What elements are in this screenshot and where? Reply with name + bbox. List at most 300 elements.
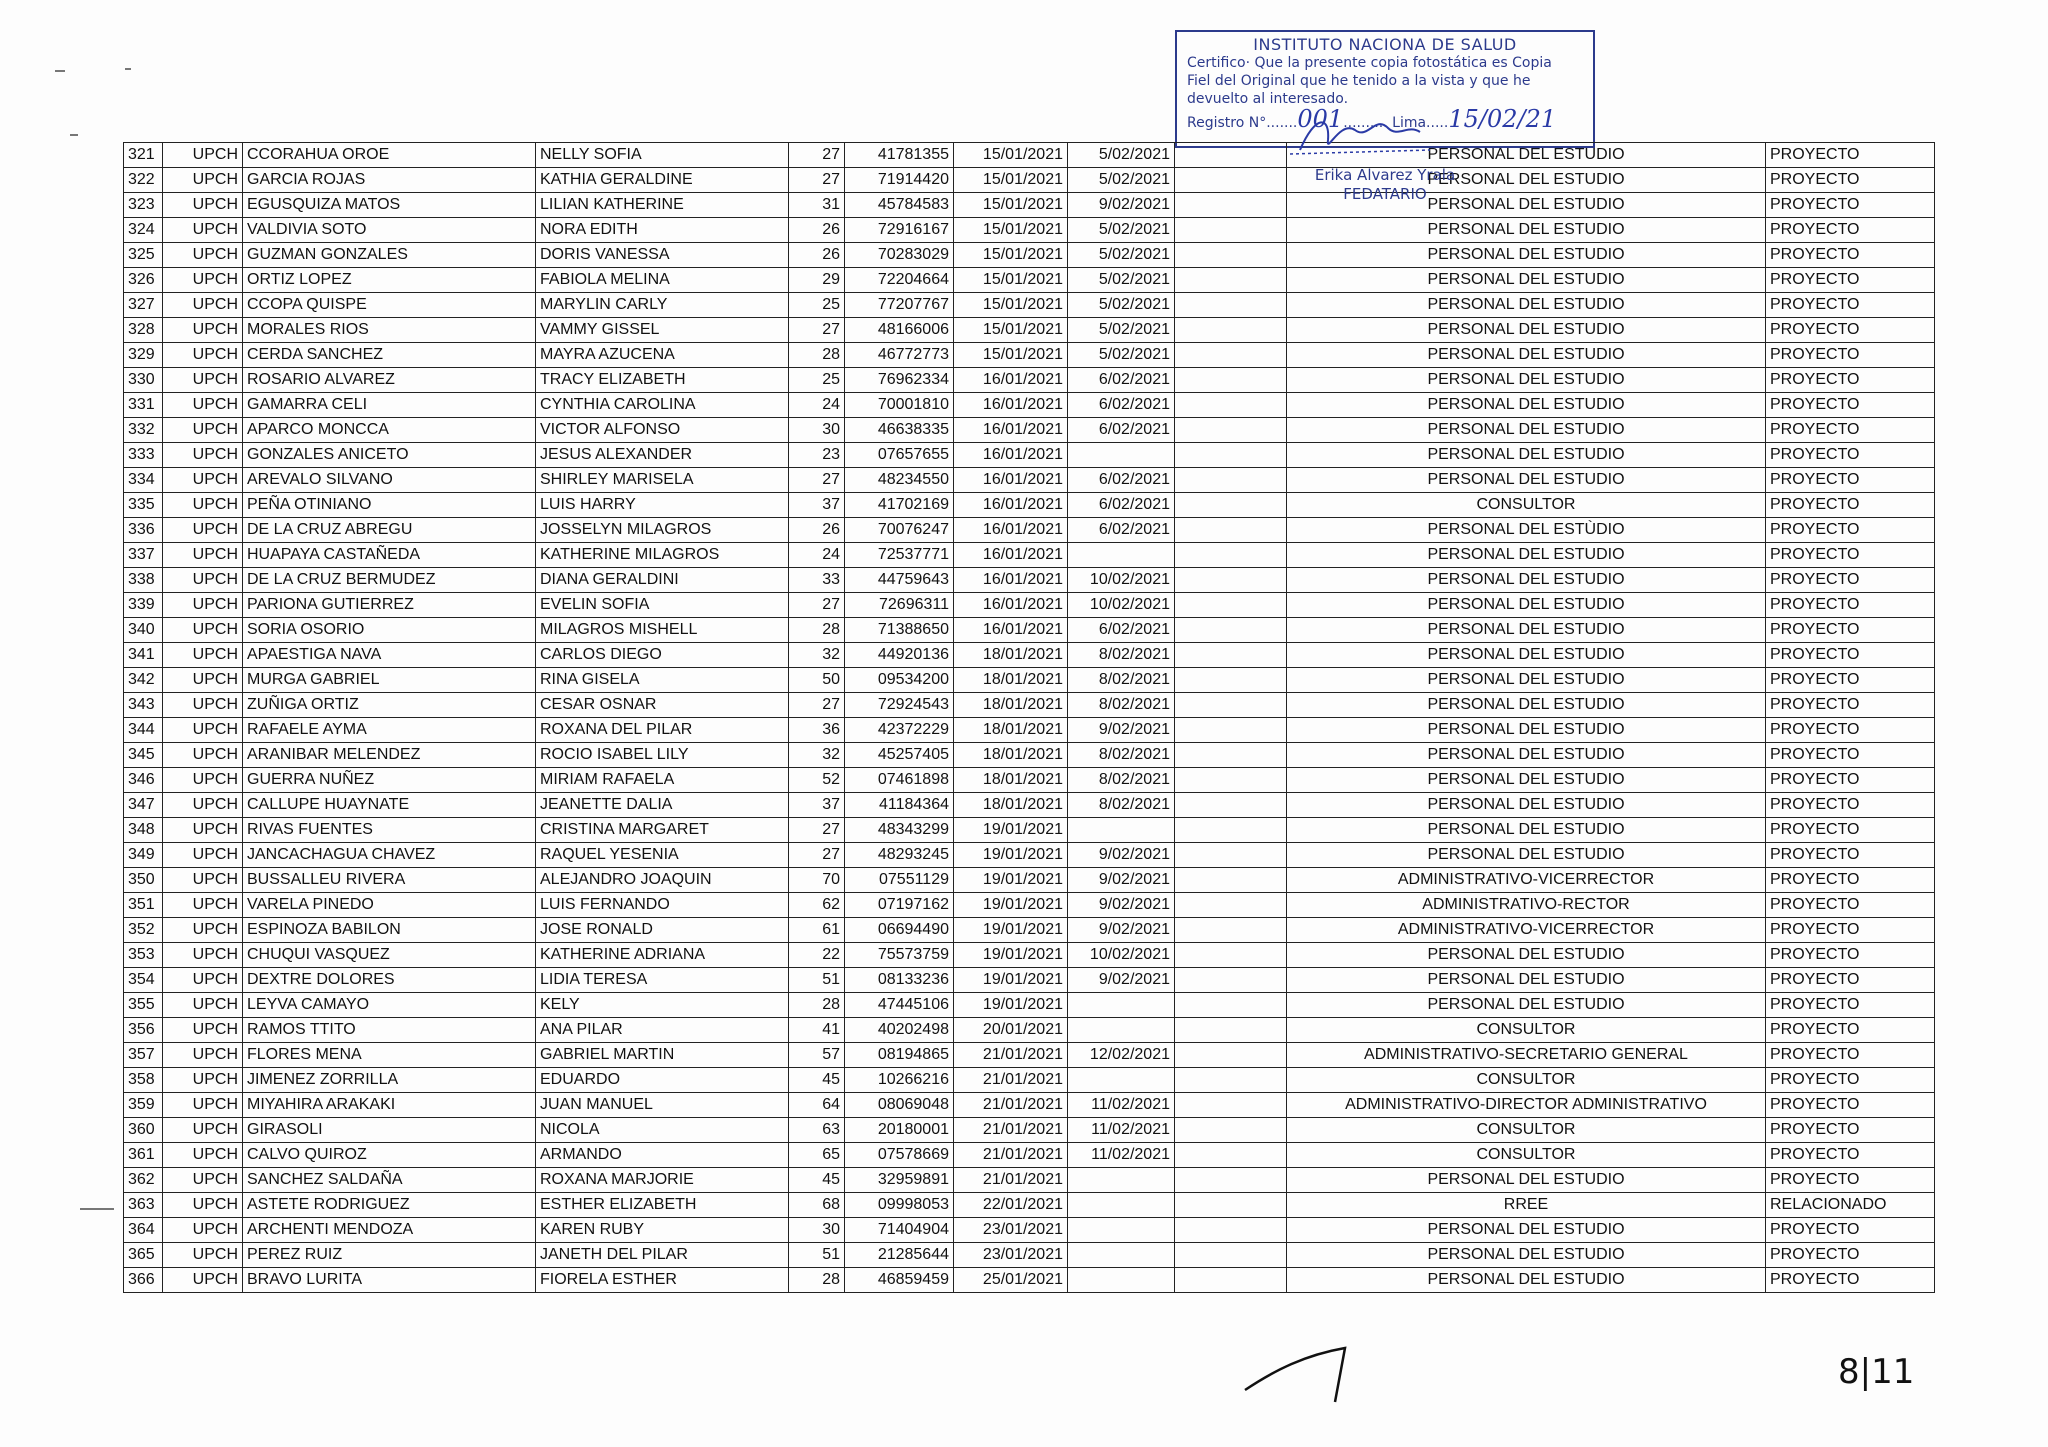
row-number-cell: 355 — [124, 993, 163, 1018]
fedatario-signature — [1280, 110, 1440, 170]
empty-cell-cell — [1175, 893, 1287, 918]
institution-cell: UPCH — [163, 743, 243, 768]
age-cell: 32 — [789, 743, 845, 768]
age-cell: 28 — [789, 993, 845, 1018]
page-number: 8|11 — [1838, 1352, 1915, 1392]
row-number-cell: 351 — [124, 893, 163, 918]
empty-cell-cell — [1175, 518, 1287, 543]
role-cell: PERSONAL DEL ESTUDIO — [1287, 993, 1766, 1018]
second-date-cell: 5/02/2021 — [1068, 168, 1175, 193]
type-cell: PROYECTO — [1766, 343, 1935, 368]
type-cell: PROYECTO — [1766, 518, 1935, 543]
given-names-cell: FABIOLA MELINA — [536, 268, 789, 293]
first-date-cell: 15/01/2021 — [954, 143, 1068, 168]
institution-cell: UPCH — [163, 468, 243, 493]
document-number-cell: 41781355 — [845, 143, 954, 168]
empty-cell-cell — [1175, 1143, 1287, 1168]
type-cell: PROYECTO — [1766, 1168, 1935, 1193]
empty-cell-cell — [1175, 243, 1287, 268]
table-row — [124, 1268, 1935, 1293]
table-row — [124, 668, 1935, 693]
empty-cell-cell — [1175, 843, 1287, 868]
age-cell: 64 — [789, 1093, 845, 1118]
document-number-cell: 07461898 — [845, 768, 954, 793]
document-number-cell: 44920136 — [845, 643, 954, 668]
table-row — [124, 993, 1935, 1018]
table-row — [124, 618, 1935, 643]
age-cell: 30 — [789, 418, 845, 443]
role-cell: PERSONAL DEL ESTUDIO — [1287, 418, 1766, 443]
first-date-cell: 15/01/2021 — [954, 168, 1068, 193]
role-cell: CONSULTOR — [1287, 1068, 1766, 1093]
type-cell: PROYECTO — [1766, 668, 1935, 693]
surnames-cell: GONZALES ANICETO — [243, 443, 536, 468]
empty-cell-cell — [1175, 818, 1287, 843]
type-cell: PROYECTO — [1766, 1243, 1935, 1268]
table-row — [124, 1218, 1935, 1243]
second-date-cell: 9/02/2021 — [1068, 868, 1175, 893]
first-date-cell: 23/01/2021 — [954, 1218, 1068, 1243]
document-number-cell: 32959891 — [845, 1168, 954, 1193]
second-date-cell: 9/02/2021 — [1068, 193, 1175, 218]
row-number-cell: 345 — [124, 743, 163, 768]
given-names-cell: KELY — [536, 993, 789, 1018]
role-cell: PERSONAL DEL ESTUDIO — [1287, 468, 1766, 493]
type-cell: PROYECTO — [1766, 693, 1935, 718]
document-number-cell: 09534200 — [845, 668, 954, 693]
role-cell: PERSONAL DEL ESTUDIO — [1287, 843, 1766, 868]
table-row — [124, 468, 1935, 493]
type-cell: PROYECTO — [1766, 1043, 1935, 1068]
surnames-cell: RAFAELE AYMA — [243, 718, 536, 743]
type-cell: PROYECTO — [1766, 193, 1935, 218]
table-row — [124, 793, 1935, 818]
empty-cell-cell — [1175, 443, 1287, 468]
first-date-cell: 25/01/2021 — [954, 1268, 1068, 1293]
document-number-cell: 71404904 — [845, 1218, 954, 1243]
given-names-cell: CARLOS DIEGO — [536, 643, 789, 668]
given-names-cell: KATHIA GERALDINE — [536, 168, 789, 193]
document-number-cell: 41184364 — [845, 793, 954, 818]
row-number-cell: 348 — [124, 818, 163, 843]
stamp-registro-value: 001 — [1297, 105, 1344, 133]
first-date-cell: 19/01/2021 — [954, 843, 1068, 868]
second-date-cell — [1068, 818, 1175, 843]
institution-cell: UPCH — [163, 1093, 243, 1118]
institution-cell: UPCH — [163, 1068, 243, 1093]
first-date-cell: 18/01/2021 — [954, 768, 1068, 793]
age-cell: 26 — [789, 518, 845, 543]
document-number-cell: 46772773 — [845, 343, 954, 368]
first-date-cell: 22/01/2021 — [954, 1193, 1068, 1218]
document-number-cell: 41702169 — [845, 493, 954, 518]
empty-cell-cell — [1175, 568, 1287, 593]
given-names-cell: KATHERINE ADRIANA — [536, 943, 789, 968]
type-cell: PROYECTO — [1766, 1218, 1935, 1243]
stamp-lima-value: 15/02/21 — [1448, 105, 1557, 133]
role-cell: PERSONAL DEL ESTUDIO — [1287, 268, 1766, 293]
type-cell: PROYECTO — [1766, 718, 1935, 743]
type-cell: PROYECTO — [1766, 243, 1935, 268]
institution-cell: UPCH — [163, 493, 243, 518]
row-number-cell: 334 — [124, 468, 163, 493]
role-cell: PERSONAL DEL ESTUDIO — [1287, 618, 1766, 643]
second-date-cell — [1068, 1168, 1175, 1193]
empty-cell-cell — [1175, 468, 1287, 493]
first-date-cell: 20/01/2021 — [954, 1018, 1068, 1043]
empty-cell-cell — [1175, 718, 1287, 743]
institution-cell: UPCH — [163, 718, 243, 743]
row-number-cell: 339 — [124, 593, 163, 618]
empty-cell-cell — [1175, 343, 1287, 368]
surnames-cell: JANCACHAGUA CHAVEZ — [243, 843, 536, 868]
given-names-cell: SHIRLEY MARISELA — [536, 468, 789, 493]
second-date-cell: 10/02/2021 — [1068, 943, 1175, 968]
document-number-cell: 45257405 — [845, 743, 954, 768]
role-cell: PERSONAL DEL ESTUDIO — [1287, 1218, 1766, 1243]
age-cell: 27 — [789, 168, 845, 193]
empty-cell-cell — [1175, 293, 1287, 318]
type-cell: PROYECTO — [1766, 318, 1935, 343]
given-names-cell: MILAGROS MISHELL — [536, 618, 789, 643]
row-number-cell: 360 — [124, 1118, 163, 1143]
age-cell: 22 — [789, 943, 845, 968]
second-date-cell: 8/02/2021 — [1068, 768, 1175, 793]
surnames-cell: CCOPA QUISPE — [243, 293, 536, 318]
empty-cell-cell — [1175, 1243, 1287, 1268]
surnames-cell: DEXTRE DOLORES — [243, 968, 536, 993]
empty-cell-cell — [1175, 418, 1287, 443]
stamp-registro-label: Registro N° — [1187, 115, 1267, 131]
surnames-cell: BRAVO LURITA — [243, 1268, 536, 1293]
row-number-cell: 341 — [124, 643, 163, 668]
institution-cell: UPCH — [163, 218, 243, 243]
role-cell: PERSONAL DEL ESTUDIO — [1287, 718, 1766, 743]
type-cell: PROYECTO — [1766, 893, 1935, 918]
first-date-cell: 16/01/2021 — [954, 593, 1068, 618]
surnames-cell: LEYVA CAMAYO — [243, 993, 536, 1018]
table-row — [124, 1143, 1935, 1168]
age-cell: 28 — [789, 343, 845, 368]
surnames-cell: ORTIZ LOPEZ — [243, 268, 536, 293]
role-cell: ADMINISTRATIVO-SECRETARIO GENERAL — [1287, 1043, 1766, 1068]
document-number-cell: 70283029 — [845, 243, 954, 268]
surnames-cell: MORALES RIOS — [243, 318, 536, 343]
first-date-cell: 16/01/2021 — [954, 618, 1068, 643]
document-number-cell: 20180001 — [845, 1118, 954, 1143]
role-cell: PERSONAL DEL ESTUDIO — [1287, 143, 1766, 168]
role-cell: PERSONAL DEL ESTUDIO — [1287, 768, 1766, 793]
empty-cell-cell — [1175, 693, 1287, 718]
institution-cell: UPCH — [163, 1193, 243, 1218]
age-cell: 37 — [789, 793, 845, 818]
role-cell: CONSULTOR — [1287, 1118, 1766, 1143]
empty-cell-cell — [1175, 968, 1287, 993]
empty-cell-cell — [1175, 768, 1287, 793]
second-date-cell: 5/02/2021 — [1068, 243, 1175, 268]
scan-speck — [70, 134, 78, 136]
row-number-cell: 327 — [124, 293, 163, 318]
surnames-cell: DE LA CRUZ ABREGU — [243, 518, 536, 543]
second-date-cell: 9/02/2021 — [1068, 718, 1175, 743]
empty-cell-cell — [1175, 868, 1287, 893]
document-number-cell: 71914420 — [845, 168, 954, 193]
second-date-cell: 9/02/2021 — [1068, 968, 1175, 993]
surnames-cell: VARELA PINEDO — [243, 893, 536, 918]
empty-cell-cell — [1175, 1093, 1287, 1118]
empty-cell-cell — [1175, 993, 1287, 1018]
second-date-cell: 5/02/2021 — [1068, 143, 1175, 168]
row-number-cell: 322 — [124, 168, 163, 193]
first-date-cell: 15/01/2021 — [954, 243, 1068, 268]
table-row — [124, 1168, 1935, 1193]
first-date-cell: 23/01/2021 — [954, 1243, 1068, 1268]
institution-cell: UPCH — [163, 143, 243, 168]
table-row — [124, 1043, 1935, 1068]
row-number-cell: 329 — [124, 343, 163, 368]
given-names-cell: LILIAN KATHERINE — [536, 193, 789, 218]
role-cell: PERSONAL DEL ESTUDIO — [1287, 318, 1766, 343]
type-cell: PROYECTO — [1766, 968, 1935, 993]
row-number-cell: 333 — [124, 443, 163, 468]
first-date-cell: 15/01/2021 — [954, 343, 1068, 368]
age-cell: 26 — [789, 218, 845, 243]
age-cell: 51 — [789, 1243, 845, 1268]
given-names-cell: ARMANDO — [536, 1143, 789, 1168]
first-date-cell: 16/01/2021 — [954, 493, 1068, 518]
document-number-cell: 07551129 — [845, 868, 954, 893]
empty-cell-cell — [1175, 1118, 1287, 1143]
role-cell: PERSONAL DEL ESTUDIO — [1287, 743, 1766, 768]
surnames-cell: MURGA GABRIEL — [243, 668, 536, 693]
role-cell: PERSONAL DEL ESTUDIO — [1287, 293, 1766, 318]
first-date-cell: 15/01/2021 — [954, 293, 1068, 318]
given-names-cell: MAYRA AZUCENA — [536, 343, 789, 368]
age-cell: 24 — [789, 543, 845, 568]
first-date-cell: 19/01/2021 — [954, 893, 1068, 918]
role-cell: PERSONAL DEL ESTUDIO — [1287, 593, 1766, 618]
empty-cell-cell — [1175, 393, 1287, 418]
table-row — [124, 343, 1935, 368]
given-names-cell: VAMMY GISSEL — [536, 318, 789, 343]
table-row — [124, 1018, 1935, 1043]
empty-cell-cell — [1175, 1168, 1287, 1193]
given-names-cell: JESUS ALEXANDER — [536, 443, 789, 468]
surnames-cell: PEREZ RUIZ — [243, 1243, 536, 1268]
given-names-cell: EDUARDO — [536, 1068, 789, 1093]
document-number-cell: 70076247 — [845, 518, 954, 543]
role-cell: PERSONAL DEL ESTUDIO — [1287, 943, 1766, 968]
table-row — [124, 643, 1935, 668]
document-number-cell: 07578669 — [845, 1143, 954, 1168]
role-cell: ADMINISTRATIVO-RECTOR — [1287, 893, 1766, 918]
type-cell: PROYECTO — [1766, 1118, 1935, 1143]
empty-cell-cell — [1175, 143, 1287, 168]
institution-cell: UPCH — [163, 1018, 243, 1043]
role-cell: ADMINISTRATIVO-VICERRECTOR — [1287, 868, 1766, 893]
institution-cell: UPCH — [163, 293, 243, 318]
given-names-cell: GABRIEL MARTIN — [536, 1043, 789, 1068]
scan-speck — [55, 70, 65, 72]
document-number-cell: 75573759 — [845, 943, 954, 968]
row-number-cell: 350 — [124, 868, 163, 893]
given-names-cell: KATHERINE MILAGROS — [536, 543, 789, 568]
empty-cell-cell — [1175, 743, 1287, 768]
row-number-cell: 343 — [124, 693, 163, 718]
surnames-cell: PEÑA OTINIANO — [243, 493, 536, 518]
type-cell: PROYECTO — [1766, 543, 1935, 568]
age-cell: 51 — [789, 968, 845, 993]
type-cell: PROYECTO — [1766, 368, 1935, 393]
second-date-cell: 11/02/2021 — [1068, 1118, 1175, 1143]
surnames-cell: HUAPAYA CASTAÑEDA — [243, 543, 536, 568]
row-number-cell: 359 — [124, 1093, 163, 1118]
second-date-cell: 9/02/2021 — [1068, 918, 1175, 943]
empty-cell-cell — [1175, 1193, 1287, 1218]
table-row — [124, 843, 1935, 868]
stamp-text-line-2: Fiel del Original que he tenido a la vista y que he — [1187, 73, 1531, 89]
empty-cell-cell — [1175, 268, 1287, 293]
stamp-lima-label: Lima — [1392, 115, 1427, 131]
role-cell: PERSONAL DEL ESTUDIO — [1287, 343, 1766, 368]
given-names-cell: LIDIA TERESA — [536, 968, 789, 993]
age-cell: 36 — [789, 718, 845, 743]
institution-cell: UPCH — [163, 518, 243, 543]
given-names-cell: NICOLA — [536, 1118, 789, 1143]
type-cell: PROYECTO — [1766, 1268, 1935, 1293]
empty-cell-cell — [1175, 1043, 1287, 1068]
handwritten-mark — [1235, 1340, 1365, 1410]
document-number-cell: 72696311 — [845, 593, 954, 618]
document-number-cell: 70001810 — [845, 393, 954, 418]
first-date-cell: 16/01/2021 — [954, 443, 1068, 468]
age-cell: 27 — [789, 818, 845, 843]
age-cell: 52 — [789, 768, 845, 793]
document-number-cell: 08069048 — [845, 1093, 954, 1118]
second-date-cell: 12/02/2021 — [1068, 1043, 1175, 1068]
first-date-cell: 16/01/2021 — [954, 368, 1068, 393]
document-number-cell: 08133236 — [845, 968, 954, 993]
given-names-cell: CESAR OSNAR — [536, 693, 789, 718]
document-number-cell: 71388650 — [845, 618, 954, 643]
table-row — [124, 168, 1935, 193]
type-cell: PROYECTO — [1766, 393, 1935, 418]
type-cell: PROYECTO — [1766, 793, 1935, 818]
empty-cell-cell — [1175, 168, 1287, 193]
table-row — [124, 518, 1935, 543]
empty-cell-cell — [1175, 618, 1287, 643]
second-date-cell: 6/02/2021 — [1068, 493, 1175, 518]
role-cell: CONSULTOR — [1287, 493, 1766, 518]
role-cell: CONSULTOR — [1287, 1018, 1766, 1043]
role-cell: PERSONAL DEL ESTUDIO — [1287, 393, 1766, 418]
institution-cell: UPCH — [163, 1168, 243, 1193]
row-number-cell: 365 — [124, 1243, 163, 1268]
first-date-cell: 19/01/2021 — [954, 943, 1068, 968]
row-number-cell: 342 — [124, 668, 163, 693]
row-number-cell: 364 — [124, 1218, 163, 1243]
age-cell: 41 — [789, 1018, 845, 1043]
surnames-cell: EGUSQUIZA MATOS — [243, 193, 536, 218]
surnames-cell: AREVALO SILVANO — [243, 468, 536, 493]
table-row — [124, 218, 1935, 243]
surnames-cell: ARCHENTI MENDOZA — [243, 1218, 536, 1243]
type-cell: PROYECTO — [1766, 868, 1935, 893]
type-cell: PROYECTO — [1766, 618, 1935, 643]
age-cell: 27 — [789, 593, 845, 618]
first-date-cell: 15/01/2021 — [954, 268, 1068, 293]
second-date-cell: 5/02/2021 — [1068, 293, 1175, 318]
fedatario-title: FEDATARIO — [1343, 185, 1427, 203]
institution-cell: UPCH — [163, 893, 243, 918]
first-date-cell: 19/01/2021 — [954, 918, 1068, 943]
second-date-cell: 9/02/2021 — [1068, 893, 1175, 918]
institution-cell: UPCH — [163, 993, 243, 1018]
empty-cell-cell — [1175, 368, 1287, 393]
institution-cell: UPCH — [163, 1118, 243, 1143]
second-date-cell: 8/02/2021 — [1068, 668, 1175, 693]
institution-cell: UPCH — [163, 668, 243, 693]
first-date-cell: 16/01/2021 — [954, 418, 1068, 443]
empty-cell-cell — [1175, 593, 1287, 618]
age-cell: 70 — [789, 868, 845, 893]
document-number-cell: 40202498 — [845, 1018, 954, 1043]
role-cell: PERSONAL DEL ESTUDIO — [1287, 818, 1766, 843]
type-cell: PROYECTO — [1766, 643, 1935, 668]
role-cell: ADMINISTRATIVO-DIRECTOR ADMINISTRATIVO — [1287, 1093, 1766, 1118]
first-date-cell: 15/01/2021 — [954, 218, 1068, 243]
surnames-cell: VALDIVIA SOTO — [243, 218, 536, 243]
row-number-cell: 335 — [124, 493, 163, 518]
first-date-cell: 16/01/2021 — [954, 518, 1068, 543]
first-date-cell: 21/01/2021 — [954, 1093, 1068, 1118]
age-cell: 61 — [789, 918, 845, 943]
age-cell: 63 — [789, 1118, 845, 1143]
table-row — [124, 543, 1935, 568]
given-names-cell: RINA GISELA — [536, 668, 789, 693]
age-cell: 57 — [789, 1043, 845, 1068]
first-date-cell: 18/01/2021 — [954, 643, 1068, 668]
role-cell: PERSONAL DEL ESTUDIO — [1287, 643, 1766, 668]
row-number-cell: 337 — [124, 543, 163, 568]
role-cell: PERSONAL DEL ESTUDIO — [1287, 543, 1766, 568]
type-cell: PROYECTO — [1766, 293, 1935, 318]
table-row — [124, 393, 1935, 418]
type-cell: PROYECTO — [1766, 418, 1935, 443]
document-number-cell: 07197162 — [845, 893, 954, 918]
document-number-cell: 72537771 — [845, 543, 954, 568]
surnames-cell: GUERRA NUÑEZ — [243, 768, 536, 793]
given-names-cell: ANA PILAR — [536, 1018, 789, 1043]
institution-cell: UPCH — [163, 1043, 243, 1068]
surnames-cell: DE LA CRUZ BERMUDEZ — [243, 568, 536, 593]
surnames-cell: ARANIBAR MELENDEZ — [243, 743, 536, 768]
role-cell: PERSONAL DEL ESTUDIO — [1287, 368, 1766, 393]
first-date-cell: 19/01/2021 — [954, 993, 1068, 1018]
second-date-cell — [1068, 1218, 1175, 1243]
age-cell: 31 — [789, 193, 845, 218]
first-date-cell: 19/01/2021 — [954, 868, 1068, 893]
row-number-cell: 324 — [124, 218, 163, 243]
given-names-cell: MARYLIN CARLY — [536, 293, 789, 318]
row-number-cell: 357 — [124, 1043, 163, 1068]
institution-cell: UPCH — [163, 443, 243, 468]
document-number-cell: 08194865 — [845, 1043, 954, 1068]
row-number-cell: 366 — [124, 1268, 163, 1293]
table-row — [124, 893, 1935, 918]
type-cell: PROYECTO — [1766, 743, 1935, 768]
document-number-cell: 48293245 — [845, 843, 954, 868]
